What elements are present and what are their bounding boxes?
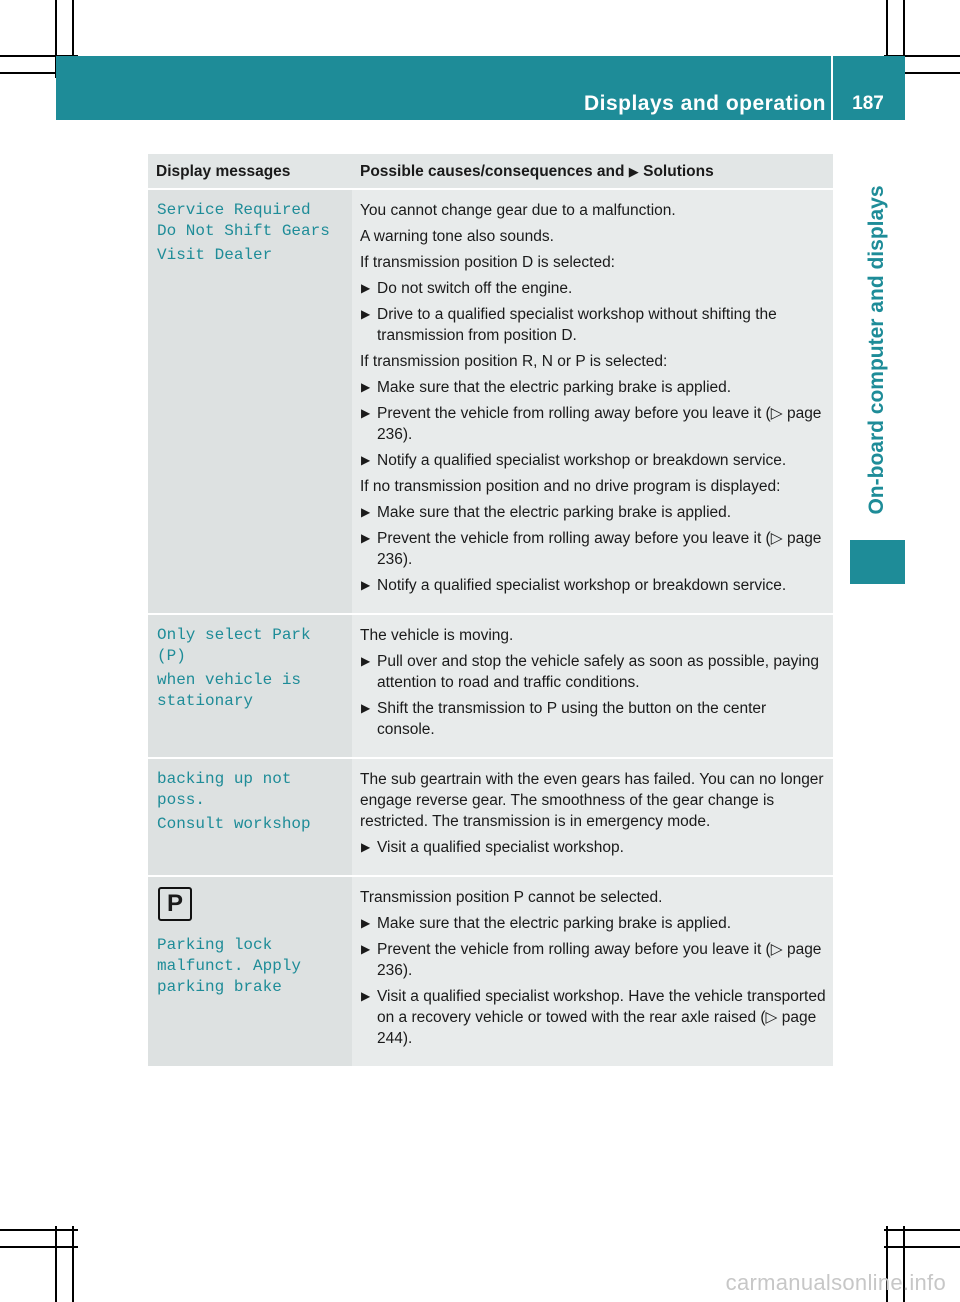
solution-arrow-icon: ▶ [628,163,639,179]
column-header-solutions-suffix: Solutions [643,162,714,180]
cause-text: The sub geartrain with the even gears has failed. You can no longer engage reverse gear. The smoothness of the gear change is restricted. The transmission is in emergency mode. [360,771,824,830]
table-row [148,614,833,758]
page-number: 187 [852,93,884,114]
crop-mark [72,1226,74,1302]
instruction-step-text: Pull over and stop the vehicle safely as soon as possible, paying attention to road and traffic conditions. [377,653,820,691]
instruction-step [360,450,827,471]
cause-text: You cannot change gear due to a malfunction. [360,202,676,219]
step-arrow-icon: ▶ [361,505,371,519]
step-arrow-icon: ▶ [361,654,371,668]
cause-text: If transmission position D is selected: [360,254,615,271]
solution-cell [352,876,833,1067]
instruction-step-text: Notify a qualified specialist workshop or breakdown service. [377,577,787,594]
step-arrow-icon: ▶ [361,531,371,545]
display-message-text: Consult workshop [157,815,311,833]
cause-text: The vehicle is moving. [360,627,514,644]
display-message-text: Service Required Do Not Shift Gears [157,201,330,240]
instruction-step [360,837,827,858]
instruction-step [360,304,827,346]
display-message-cell [148,758,352,876]
display-message-text: backing up not poss. [157,770,292,809]
crop-mark [0,1229,78,1231]
step-arrow-icon: ▶ [361,578,371,592]
instruction-step-text: Make sure that the electric parking brake is applied. [377,504,732,521]
step-arrow-icon: ▶ [361,989,371,1003]
display-message-text: when vehicle is stationary [157,671,302,710]
instruction-step-text: Prevent the vehicle from rolling away before you leave it (▷ page 236). [377,530,822,568]
display-message-text: Parking lock malfunct. Apply parking brake [157,936,302,996]
display-message-cell [148,876,352,1067]
step-arrow-icon: ▶ [361,380,371,394]
page-section-title: Displays and operation [583,92,826,115]
instruction-step-text: Notify a qualified specialist workshop or breakdown service. [377,452,787,469]
instruction-step [360,528,827,570]
cause-text: If transmission position R, N or P is selected: [360,353,668,370]
instruction-step [360,913,827,934]
watermark: carmanualsonline.info [725,1270,946,1295]
instruction-step-text: Make sure that the electric parking brake is applied. [377,379,732,396]
step-arrow-icon: ▶ [361,916,371,930]
chapter-side-label: On-board computer and displays [865,185,888,515]
solution-cell [352,614,833,758]
step-arrow-icon: ▶ [361,307,371,321]
step-arrow-icon: ▶ [361,840,371,854]
instruction-step [360,377,827,398]
display-message-text: Only select Park (P) [157,626,311,665]
instruction-step-text: Make sure that the electric parking brake is applied. [377,915,732,932]
column-header-solutions [352,154,833,189]
display-message-cell [148,614,352,758]
instruction-step [360,651,827,693]
step-arrow-icon: ▶ [361,453,371,467]
parking-lock-icon: P [158,887,192,921]
instruction-step-text: Prevent the vehicle from rolling away before you leave it (▷ page 236). [377,405,822,443]
column-header-display: Display messages [148,154,352,189]
step-arrow-icon: ▶ [361,701,371,715]
solution-cell [352,758,833,876]
instruction-step-text: Visit a qualified specialist workshop. Have the vehicle transported on a recovery vehicle or towed with the rear axle raised (▷ page 244). [377,988,826,1047]
instruction-step-text: Drive to a qualified specialist workshop without shifting the transmission from position D. [377,306,777,344]
table-row [148,876,833,1067]
instruction-step [360,502,827,523]
chapter-thumb-marker [850,540,905,584]
instruction-step [360,698,827,740]
instruction-step [360,939,827,981]
table-row [148,758,833,876]
display-message-text: Visit Dealer [157,246,273,264]
instruction-step [360,986,827,1049]
table-header-row [148,154,833,189]
instruction-step-text: Do not switch off the engine. [377,280,573,297]
step-arrow-icon: ▶ [361,406,371,420]
cause-text: A warning tone also sounds. [360,228,554,245]
crop-mark [884,1246,960,1248]
header-divider [831,56,833,120]
step-arrow-icon: ▶ [361,942,371,956]
display-message-cell [148,189,352,614]
display-messages-table [148,154,833,1068]
column-header-solutions-text: Possible causes/consequences and [360,162,625,180]
instruction-step [360,403,827,445]
instruction-step-text: Visit a qualified specialist workshop. [377,839,624,856]
step-arrow-icon: ▶ [361,281,371,295]
instruction-step [360,278,827,299]
cause-text: Transmission position P cannot be selected. [360,889,663,906]
instruction-step [360,575,827,596]
crop-mark [884,1229,960,1231]
cause-text: If no transmission position and no drive program is displayed: [360,478,781,495]
table-row [148,189,833,614]
crop-mark [0,1246,78,1248]
solution-cell [352,189,833,614]
crop-mark [55,1226,57,1302]
instruction-step-text: Prevent the vehicle from rolling away before you leave it (▷ page 236). [377,941,822,979]
instruction-step-text: Shift the transmission to P using the button on the center console. [377,700,767,738]
